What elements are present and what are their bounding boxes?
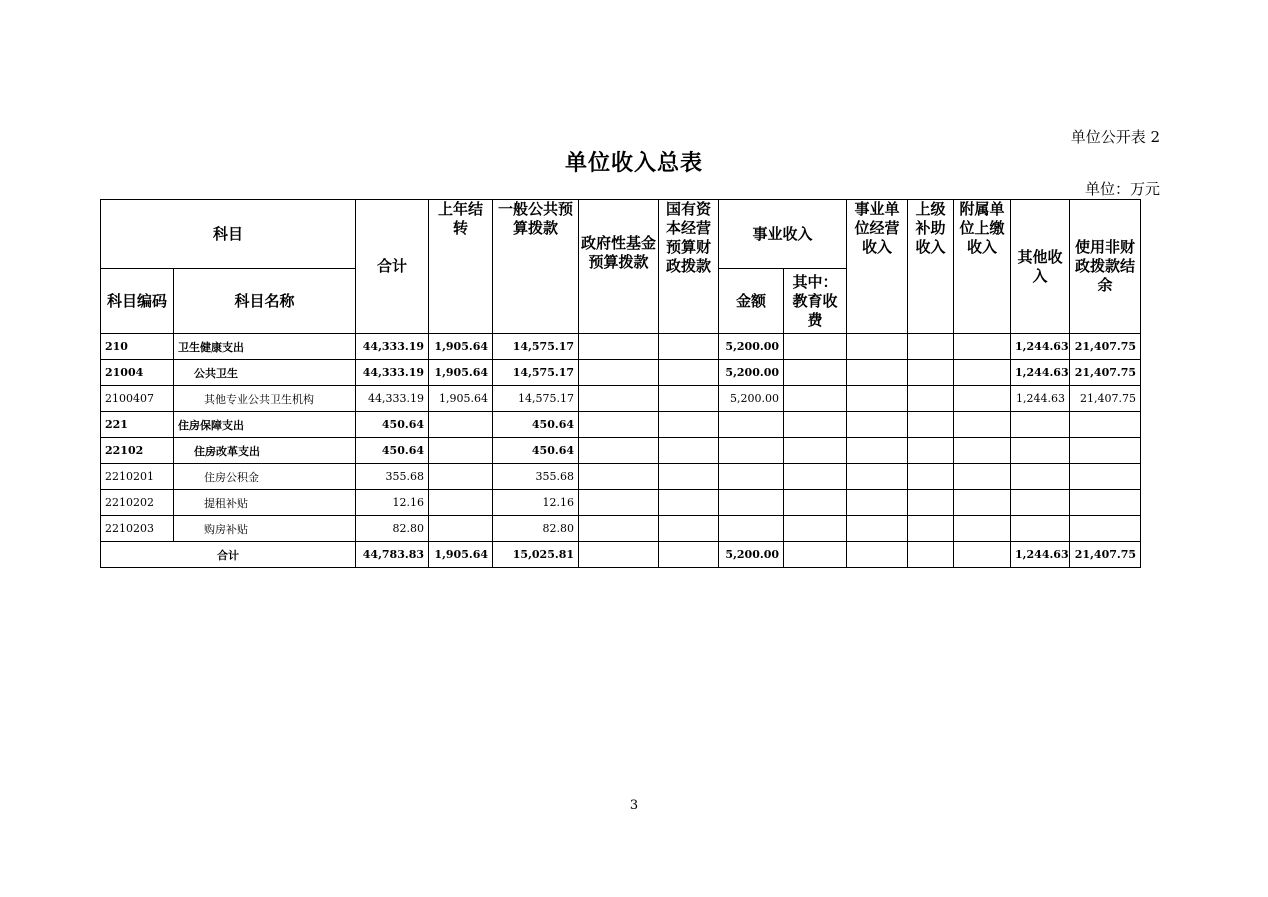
row-biz-amount [719, 490, 784, 516]
other-income-header: 其他收入 [1011, 200, 1070, 334]
row-superior [908, 334, 954, 360]
row-non-fiscal [1070, 490, 1141, 516]
row-total: 44,333.19 [356, 386, 429, 412]
table-row [101, 334, 1141, 360]
row-gov-fund [579, 412, 659, 438]
row-total: 44,333.19 [356, 360, 429, 386]
row-state-capital [659, 464, 719, 490]
row-name: 卫生健康支出 [174, 334, 356, 360]
affiliated-income-header: 附属单位上缴收入 [954, 200, 1011, 334]
total-operating [847, 542, 908, 568]
row-general: 82.80 [493, 516, 579, 542]
table-row [101, 386, 1141, 412]
row-affiliated [954, 386, 1011, 412]
page-number: 3 [629, 798, 639, 813]
row-biz-edu [784, 516, 847, 542]
row-biz-edu [784, 464, 847, 490]
row-carryover [429, 412, 493, 438]
row-general: 14,575.17 [493, 360, 579, 386]
total-general: 15,025.81 [493, 542, 579, 568]
row-general: 14,575.17 [493, 334, 579, 360]
row-gov-fund [579, 334, 659, 360]
row-affiliated [954, 516, 1011, 542]
row-other [1011, 464, 1070, 490]
row-name: 住房公积金 [174, 464, 356, 490]
row-non-fiscal: 21,407.75 [1070, 386, 1141, 412]
row-gov-fund [579, 386, 659, 412]
row-other: 1,244.63 [1011, 334, 1070, 360]
total-state-capital [659, 542, 719, 568]
row-operating [847, 490, 908, 516]
row-name: 住房保障支出 [174, 412, 356, 438]
total-label: 合计 [101, 542, 356, 568]
row-non-fiscal [1070, 464, 1141, 490]
row-gov-fund [579, 490, 659, 516]
row-carryover [429, 438, 493, 464]
row-biz-amount [719, 438, 784, 464]
row-name: 提租补贴 [174, 490, 356, 516]
unit-label: 单位：万元 [1084, 180, 1160, 198]
row-biz-edu [784, 386, 847, 412]
row-state-capital [659, 412, 719, 438]
row-total: 355.68 [356, 464, 429, 490]
row-biz-amount [719, 412, 784, 438]
state-capital-header: 国有资本经营预算财政拨款 [659, 200, 719, 334]
operating-income-header: 事业单位经营收入 [847, 200, 908, 334]
row-affiliated [954, 464, 1011, 490]
row-affiliated [954, 360, 1011, 386]
row-general: 12.16 [493, 490, 579, 516]
row-carryover: 1,905.64 [429, 334, 493, 360]
row-code: 2210203 [101, 516, 174, 542]
row-gov-fund [579, 438, 659, 464]
page-title: 单位收入总表 [564, 150, 703, 176]
row-non-fiscal [1070, 412, 1141, 438]
row-biz-edu [784, 334, 847, 360]
row-carryover: 1,905.64 [429, 360, 493, 386]
total-biz-edu [784, 542, 847, 568]
total-header: 合计 [356, 200, 429, 334]
row-non-fiscal [1070, 438, 1141, 464]
row-code: 210 [101, 334, 174, 360]
row-total: 450.64 [356, 412, 429, 438]
row-biz-amount: 5,200.00 [719, 360, 784, 386]
table-row [101, 464, 1141, 490]
row-carryover [429, 490, 493, 516]
total-superior [908, 542, 954, 568]
row-state-capital [659, 516, 719, 542]
row-other [1011, 490, 1070, 516]
row-non-fiscal [1070, 516, 1141, 542]
row-superior [908, 360, 954, 386]
row-state-capital [659, 490, 719, 516]
row-general: 14,575.17 [493, 386, 579, 412]
row-biz-amount [719, 464, 784, 490]
row-operating [847, 464, 908, 490]
row-code: 2100407 [101, 386, 174, 412]
row-carryover [429, 464, 493, 490]
row-general: 450.64 [493, 412, 579, 438]
row-total: 450.64 [356, 438, 429, 464]
carryover-header: 上年结转 [429, 200, 493, 334]
row-superior [908, 412, 954, 438]
gov-fund-header: 政府性基金预算拨款 [579, 200, 659, 334]
row-operating [847, 516, 908, 542]
row-affiliated [954, 412, 1011, 438]
row-biz-amount: 5,200.00 [719, 334, 784, 360]
row-other: 1,244.63 [1011, 360, 1070, 386]
row-superior [908, 438, 954, 464]
row-code: 22102 [101, 438, 174, 464]
total-affiliated [954, 542, 1011, 568]
row-biz-edu [784, 412, 847, 438]
total-row [101, 542, 1141, 568]
row-total: 12.16 [356, 490, 429, 516]
row-biz-edu [784, 438, 847, 464]
row-other [1011, 438, 1070, 464]
row-state-capital [659, 334, 719, 360]
row-affiliated [954, 438, 1011, 464]
row-total: 44,333.19 [356, 334, 429, 360]
table-row [101, 412, 1141, 438]
row-total: 82.80 [356, 516, 429, 542]
row-affiliated [954, 490, 1011, 516]
row-operating [847, 360, 908, 386]
total-carryover: 1,905.64 [429, 542, 493, 568]
row-carryover [429, 516, 493, 542]
business-amount-header: 金额 [719, 269, 784, 334]
row-superior [908, 490, 954, 516]
row-superior [908, 516, 954, 542]
row-code: 21004 [101, 360, 174, 386]
non-fiscal-header: 使用非财政拨款结余 [1070, 200, 1141, 334]
table-row [101, 360, 1141, 386]
row-name: 住房改革支出 [174, 438, 356, 464]
business-edu-header: 其中：教育收费 [784, 269, 847, 334]
row-general: 450.64 [493, 438, 579, 464]
income-summary-table [100, 199, 1141, 568]
row-gov-fund [579, 464, 659, 490]
row-other [1011, 412, 1070, 438]
row-non-fiscal: 21,407.75 [1070, 360, 1141, 386]
row-state-capital [659, 386, 719, 412]
row-code: 2210201 [101, 464, 174, 490]
general-budget-header: 一般公共预算拨款 [493, 200, 579, 334]
table-row [101, 438, 1141, 464]
row-biz-amount [719, 516, 784, 542]
row-name: 购房补贴 [174, 516, 356, 542]
form-number: 单位公开表 2 [1070, 128, 1160, 146]
business-income-header: 事业收入 [719, 200, 847, 269]
total-non-fiscal: 21,407.75 [1070, 542, 1141, 568]
row-operating [847, 386, 908, 412]
row-superior [908, 464, 954, 490]
row-carryover: 1,905.64 [429, 386, 493, 412]
row-superior [908, 386, 954, 412]
row-biz-edu [784, 360, 847, 386]
row-name: 其他专业公共卫生机构 [174, 386, 356, 412]
total-total: 44,783.83 [356, 542, 429, 568]
row-non-fiscal: 21,407.75 [1070, 334, 1141, 360]
row-biz-edu [784, 490, 847, 516]
row-other [1011, 516, 1070, 542]
table-row [101, 516, 1141, 542]
row-name: 公共卫生 [174, 360, 356, 386]
total-biz-amount: 5,200.00 [719, 542, 784, 568]
row-state-capital [659, 438, 719, 464]
row-operating [847, 334, 908, 360]
table-row [101, 490, 1141, 516]
row-biz-amount: 5,200.00 [719, 386, 784, 412]
superior-subsidy-header: 上级补助收入 [908, 200, 954, 334]
row-state-capital [659, 360, 719, 386]
subject-header: 科目 [101, 200, 356, 269]
row-operating [847, 412, 908, 438]
row-general: 355.68 [493, 464, 579, 490]
subject-code-header: 科目编码 [101, 269, 174, 334]
row-gov-fund [579, 516, 659, 542]
row-other: 1,244.63 [1011, 386, 1070, 412]
row-gov-fund [579, 360, 659, 386]
row-code: 2210202 [101, 490, 174, 516]
subject-name-header: 科目名称 [174, 269, 356, 334]
row-affiliated [954, 334, 1011, 360]
row-code: 221 [101, 412, 174, 438]
total-other: 1,244.63 [1011, 542, 1070, 568]
total-gov-fund [579, 542, 659, 568]
row-operating [847, 438, 908, 464]
